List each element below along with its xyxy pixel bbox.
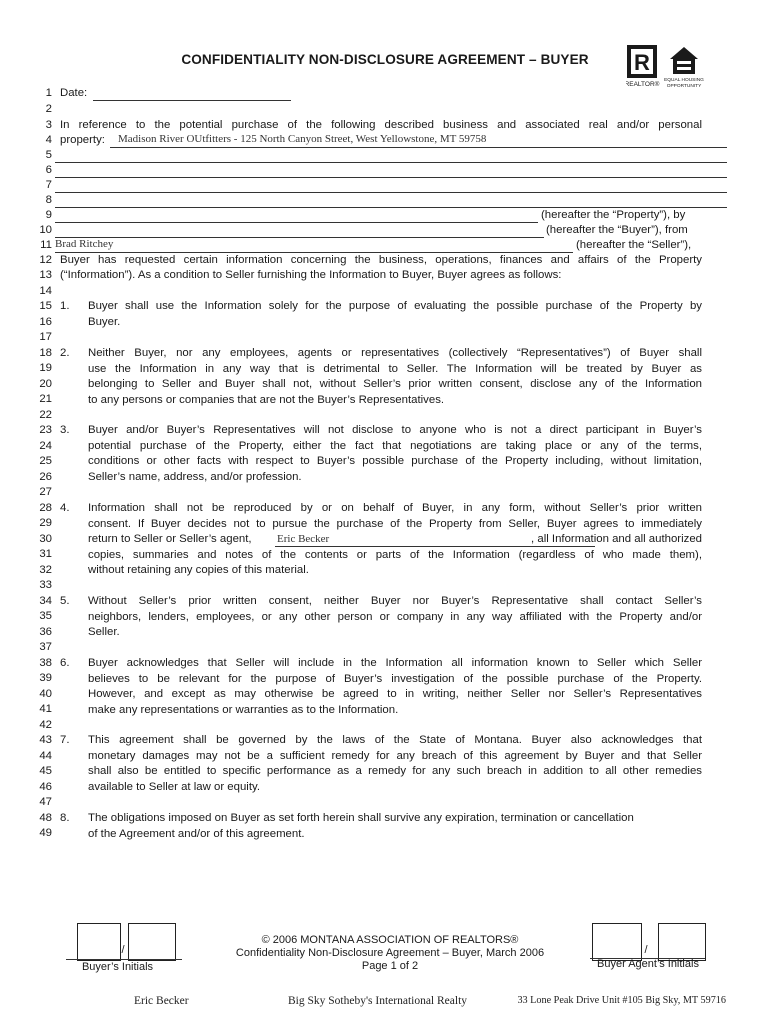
line-number: 15 — [39, 300, 52, 312]
blank-line-5[interactable] — [55, 162, 727, 163]
line-number: 17 — [39, 331, 52, 343]
line-number: 45 — [39, 765, 52, 777]
seller-suffix: (hereafter the “Seller”), — [576, 239, 692, 251]
line-number: 46 — [39, 781, 52, 793]
line-number: 22 — [39, 409, 52, 421]
clause-line: However, and except as may otherwise be agreed to in writing, neither Seller nor Seller’s Representatives — [88, 688, 702, 700]
line-number: 28 — [39, 502, 52, 514]
line-number: 13 — [39, 269, 52, 281]
line-number: 39 — [39, 672, 52, 684]
clause-8-text — [88, 811, 702, 842]
clause-line: The obligations imposed on Buyer as set forth herein shall survive any expiration, termination or cancellation — [88, 812, 634, 824]
buyer-initials-line — [66, 959, 182, 960]
clause-2-text — [88, 346, 702, 408]
buyer-initials-box-1[interactable] — [77, 923, 121, 961]
document-title: CONFIDENTIALITY NON-DISCLOSURE AGREEMENT – BUYER — [181, 52, 589, 67]
clause-line: This agreement shall be governed by the laws of the State of Montana. Buyer also acknowledges that — [88, 734, 702, 746]
line-number: 16 — [39, 316, 52, 328]
line-number: 7 — [45, 179, 52, 191]
line-number: 33 — [39, 579, 52, 591]
clause-number: 4. — [60, 502, 70, 514]
initials-separator: / — [121, 944, 125, 956]
clause-4-text — [88, 501, 702, 579]
agent-initials-label: Buyer Agent’s Initials — [597, 958, 699, 970]
blank-line-6[interactable] — [55, 177, 727, 178]
footer-copyright: © 2006 MONTANA ASSOCIATION OF REALTORS® — [261, 934, 519, 946]
clause-5-text — [88, 594, 702, 641]
line-number: 10 — [39, 224, 52, 236]
realtor-logo-icon — [626, 44, 706, 90]
clause-1-text — [88, 299, 702, 330]
clause-6-text — [88, 656, 702, 718]
clause-line: without retaining any copies of this material. — [88, 564, 309, 576]
buyer-initials-label: Buyer’s Initials — [81, 961, 154, 973]
eho-line2: OPPORTUNITY — [666, 84, 702, 89]
line-number: 21 — [39, 393, 52, 405]
buyer-initials-box-2[interactable] — [128, 923, 176, 961]
line-number: 14 — [39, 285, 52, 297]
line-number: 5 — [45, 149, 52, 161]
clause-7-text — [88, 733, 702, 795]
clause-number: 5. — [60, 595, 70, 607]
line-number: 26 — [39, 471, 52, 483]
line-number: 43 — [39, 734, 52, 746]
agent-initials-box-2[interactable] — [658, 923, 706, 961]
clause-3-text — [88, 423, 702, 485]
clause-4-prefix: return to Seller or Seller’s agent, — [88, 533, 252, 545]
line-number: 9 — [45, 209, 52, 221]
clause-number: 1. — [60, 300, 70, 312]
line-number: 8 — [45, 194, 52, 206]
bottom-address: 33 Lone Peak Drive Unit #105 Big Sky, MT 59716 — [517, 995, 726, 1006]
clause-line: Seller. — [88, 626, 120, 638]
line-number: 18 — [39, 347, 52, 359]
property-suffix: (hereafter the “Property”), by — [541, 209, 686, 221]
clause-line: believes to be relevant for the purpose of Buyer’s investigation of the possible purchase of the Property. — [88, 672, 702, 685]
line-number: 35 — [39, 610, 52, 622]
clause-line: Information shall not be reproduced by or on behalf of Buyer, in any form, without Seller’s prior written — [88, 502, 702, 514]
clause-line: shall also be entitled to specific performance as a remedy for any such breach in addition to all other remedies — [88, 765, 702, 777]
line-number: 24 — [39, 440, 52, 452]
intro-line-13: (“Information”). As a condition to Seller furnishing the Information to Buyer, Buyer agrees as follows: — [60, 269, 562, 281]
clause-number: 6. — [60, 657, 70, 669]
line-number: 30 — [39, 533, 52, 545]
line-number: 29 — [39, 517, 52, 529]
intro-line-12: Buyer has requested certain information concerning the business, operations, finances and affairs of the Property — [60, 254, 702, 266]
line-number: 44 — [39, 750, 52, 762]
clause-line: use the Information in any way that is detrimental to Seller. The Information will be treated by Buyer as — [88, 362, 702, 375]
clause-line: conditions or other facts with respect to Buyer’s possible purchase of the Property including, without limitation, — [88, 455, 702, 467]
clause-line: copies, summaries and notes of the contents or parts of the Information (regardless of who made them), — [88, 548, 702, 561]
line-number: 6 — [45, 164, 52, 176]
realtor-mark: R — [634, 50, 650, 75]
clause-line: potential purchase of the Property, either the fact that negotiations are taking place or any of the terms, — [88, 439, 702, 452]
clause-line: Without Seller’s prior written consent, neither Buyer nor Buyer’s Representative shall contact Seller’s — [88, 595, 702, 607]
line-number: 31 — [39, 548, 52, 560]
line-number: 37 — [39, 641, 52, 653]
seller-value: Brad Ritchey — [55, 238, 114, 250]
line-number: 36 — [39, 626, 52, 638]
clause-number: 7. — [60, 734, 70, 746]
clause-line: consent. If Buyer decides not to pursue the purchase of the Property from Seller, Buyer agrees to immediately — [88, 517, 702, 530]
line-number: 47 — [39, 796, 52, 808]
date-label: Date: — [60, 87, 88, 99]
bottom-agent-name: Eric Becker — [134, 995, 189, 1007]
line-number: 49 — [39, 827, 52, 839]
clause-line: Buyer acknowledges that Seller will include in the Information all information known to Seller which Seller — [88, 657, 702, 669]
clause-number: 3. — [60, 424, 70, 436]
line-number: 48 — [39, 812, 52, 824]
line-number: 23 — [39, 424, 52, 436]
clause-line: Seller’s name, address, and/or profession. — [88, 470, 302, 483]
clause-line: Buyer shall use the Information solely for the purpose of evaluating the possible purchase of the Property by — [88, 300, 702, 312]
line-number: 11 — [40, 239, 52, 251]
property-field[interactable] — [110, 147, 727, 148]
line-number: 20 — [39, 378, 52, 390]
property-label: property: — [60, 134, 105, 146]
clause-4-agent-line — [88, 532, 702, 548]
line-number: 12 — [39, 254, 52, 266]
date-field[interactable] — [93, 100, 291, 101]
clause-line: Neither Buyer, nor any employees, agents or representatives (collectively “Representatives”) of Buyer shall — [88, 347, 702, 359]
line-number: 42 — [39, 719, 52, 731]
eho-line1: EQUAL HOUSING — [664, 78, 704, 83]
clause-line: belonging to Seller and Buyer shall not, without Seller’s prior written consent, disclose any of the Information — [88, 378, 702, 390]
property-owner-field[interactable] — [55, 222, 538, 223]
line-number: 1 — [45, 87, 52, 99]
blank-line-7[interactable] — [55, 192, 727, 193]
line-number: 19 — [39, 362, 52, 374]
initials-separator: / — [644, 944, 648, 956]
line-number: 40 — [39, 688, 52, 700]
property-value: Madison River OUtfitters - 125 North Canyon Street, West Yellowstone, MT 59758 — [118, 133, 487, 145]
line-number: 38 — [39, 657, 52, 669]
buyer-field[interactable] — [55, 237, 544, 238]
clause-line: to any persons or companies that are not the Buyer’s Representatives. — [88, 393, 445, 406]
line-number: 2 — [45, 103, 52, 115]
line-number: 41 — [39, 703, 52, 715]
clause-line: monetary damages may not be a sufficient remedy for any breach of this agreement by Buyer and that Seller — [88, 749, 702, 762]
footer-form-name: Confidentiality Non-Disclosure Agreement – Buyer, March 2006 — [235, 947, 545, 959]
line-number: 27 — [39, 486, 52, 498]
line-number: 25 — [39, 455, 52, 467]
footer-page: Page 1 of 2 — [361, 960, 419, 972]
line-number: 3 — [45, 119, 52, 131]
line-number: 4 — [45, 134, 52, 146]
clause-line: Buyer. — [88, 315, 121, 328]
line-number: 32 — [39, 564, 52, 576]
clause-line: Buyer and/or Buyer’s Representatives will not disclose to anyone who is not a direct participant in Buyer’s — [88, 424, 702, 436]
clause-number: 8. — [60, 812, 70, 824]
equal-housing-icon — [670, 47, 698, 74]
realtor-caption: REALTOR® — [626, 81, 660, 88]
buyer-suffix: (hereafter the “Buyer”), from — [546, 224, 688, 236]
clause-line: of the Agreement and/or of this agreement. — [88, 827, 305, 840]
clause-4-suffix: , all Information and all authorized — [531, 533, 702, 545]
clause-line: make any representations or warranties as to the Information. — [88, 703, 399, 716]
agent-initials-box-1[interactable] — [592, 923, 642, 961]
logo-group — [626, 44, 706, 90]
clause-line: neighbors, lenders, employees, or any other person or company in any way affiliated with the Property and/or — [88, 610, 702, 623]
bottom-brokerage: Big Sky Sotheby's International Realty — [288, 995, 468, 1007]
agent-value: Eric Becker — [277, 533, 330, 545]
intro-line-3: In reference to the potential purchase of the following described business and associated real and/or personal — [60, 119, 702, 131]
line-number: 34 — [39, 595, 52, 607]
clause-line: available to Seller at law or equity. — [88, 780, 261, 793]
clause-number: 2. — [60, 347, 70, 359]
